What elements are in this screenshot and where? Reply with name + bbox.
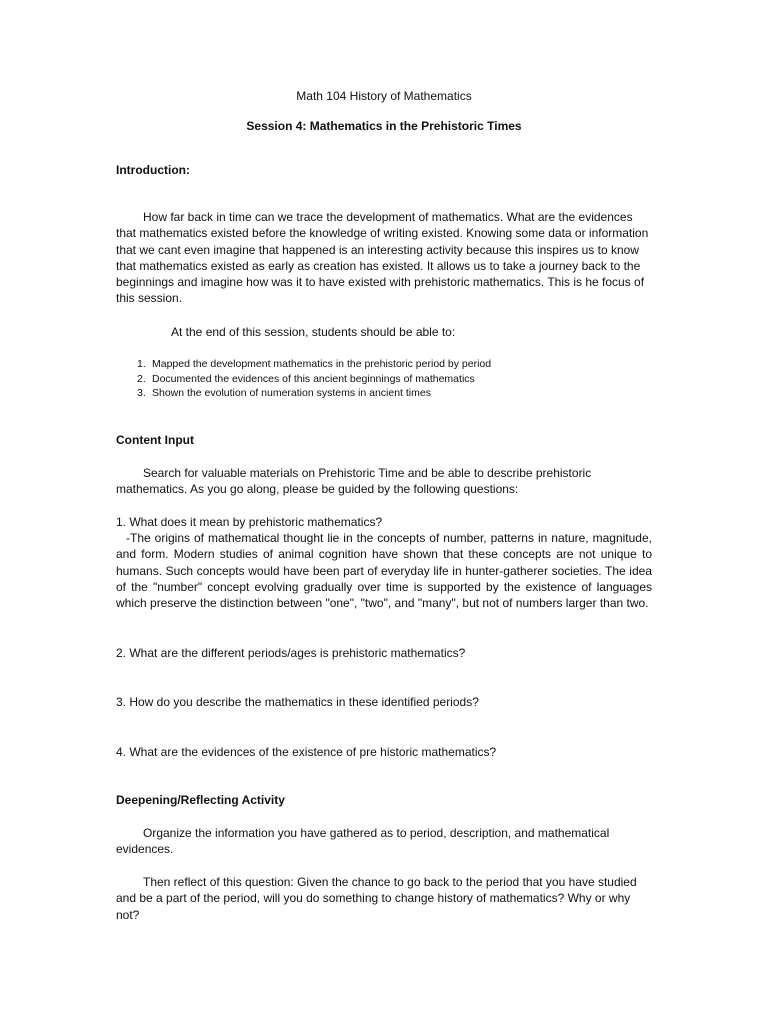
- objectives-lead: At the end of this session, students should be able to:: [171, 325, 456, 339]
- objective-text: Documented the evidences of this ancient beginnings of mathematics: [152, 372, 475, 385]
- question-3: 3. How do you describe the mathematics in these identified periods?: [116, 695, 479, 709]
- deepening-paragraph-2: Then reflect of this question: Given the chance to go back to the period that you have studied and be a part of the period, will you do something to change history of mathematics? Why or why not?: [116, 875, 637, 922]
- introduction-heading: Introduction:: [116, 163, 190, 177]
- objective-number: 3.: [137, 387, 146, 400]
- session-title: Session 4: Mathematics in the Prehistoric Times: [246, 119, 522, 133]
- objective-text: Mapped the development mathematics in the prehistoric period by period: [152, 358, 492, 370]
- content-input-paragraph: Search for valuable materials on Prehistoric Time and be able to describe prehistoric mathematics. As you go along, please be guided by the following questions:: [116, 466, 592, 497]
- question-2: 2. What are the different periods/ages is prehistoric mathematics?: [116, 646, 466, 660]
- objective-item: [116, 386, 652, 401]
- deepening-heading: Deepening/Reflecting Activity: [116, 793, 285, 807]
- deepening-paragraph-1: Organize the information you have gathered as to period, description, and mathematical evidences.: [116, 826, 610, 857]
- objectives-list: [116, 357, 652, 401]
- introduction-paragraph: How far back in time can we trace the development of mathematics. What are the evidences that mathematics existed before the knowledge of writing existed. Knowing some data or information that we cant even imagine that happened is an interesting activity because this inspires us to know that mathematics existed as early as creation has existed. It allows us to take a journey back to the beginnings and imagine how was it to have existed with prehistoric mathematics. This is he focus of this session.: [116, 210, 649, 306]
- objective-item: [116, 357, 652, 372]
- question-4: 4. What are the evidences of the existence of pre historic mathematics?: [116, 745, 497, 759]
- objective-item: [116, 372, 652, 387]
- course-title: Math 104 History of Mathematics: [296, 89, 472, 103]
- objective-text: Shown the evolution of numeration systems in ancient times: [152, 387, 431, 400]
- content-input-heading: Content Input: [116, 433, 194, 447]
- question-1: 1. What does it mean by prehistoric mathematics?: [116, 515, 383, 529]
- objective-number: 1.: [137, 358, 146, 370]
- question-1-answer: -The origins of mathematical thought lie in the concepts of number, patterns in nature, magnitude, and form. Modern studies of animal cognition have shown that these concepts are not unique to humans. Such concepts would have been part of everyday life in hunter-gatherer societies. The idea of the "number" concept evolving gradually over time is supported by the existence of languages which preserve the distinction between "one", "two", and "many", but not of numbers larger than two.: [116, 531, 652, 611]
- objective-number: 2.: [137, 372, 146, 385]
